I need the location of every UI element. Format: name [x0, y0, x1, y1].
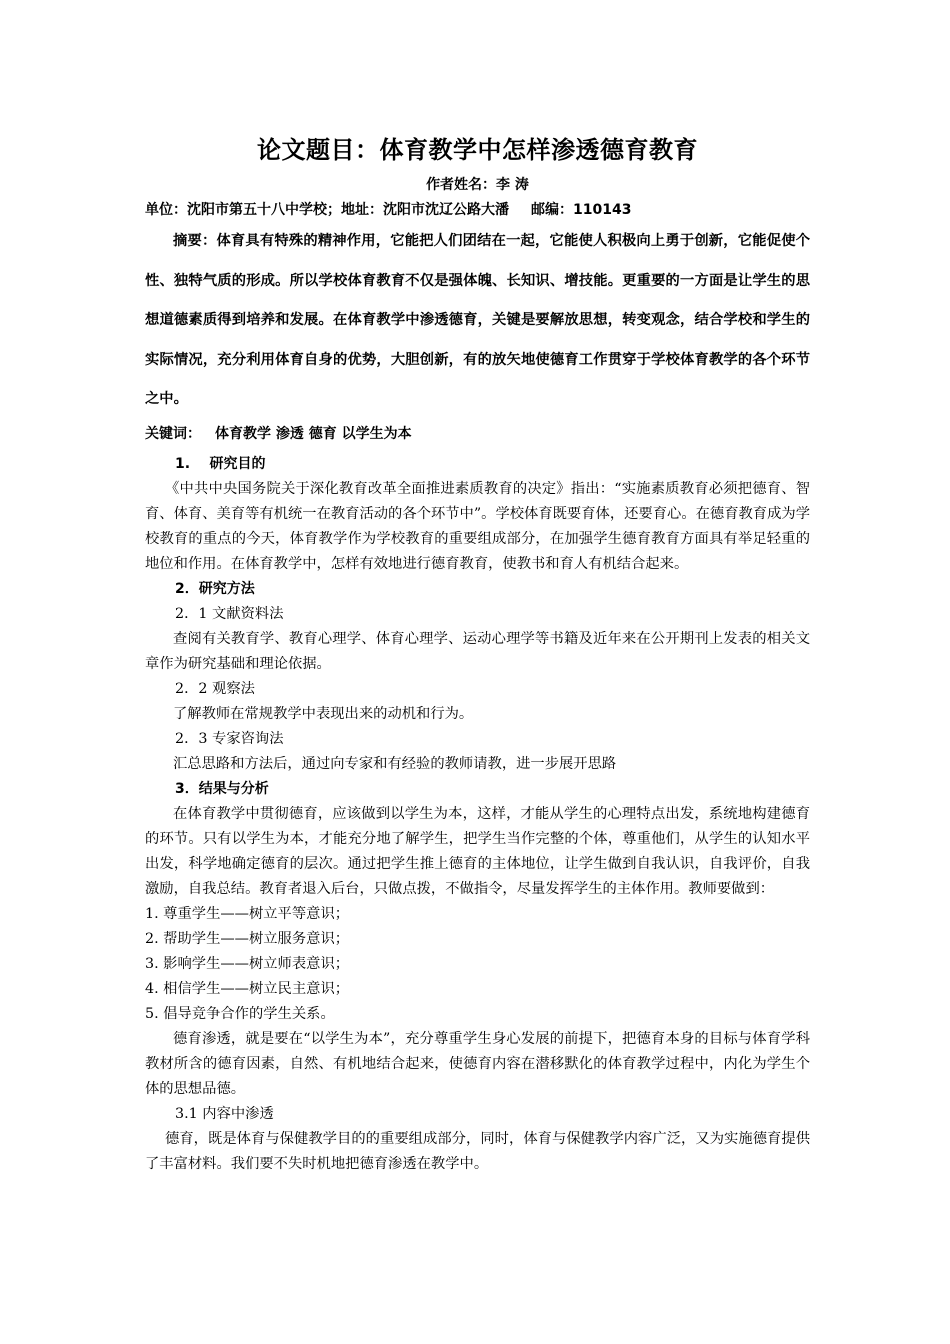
section-3-1-heading: 3.1 内容中渗透 [175, 1105, 274, 1122]
section-2-heading: 2．研究方法 [175, 580, 255, 597]
section-3-1-paragraph: 德育，既是体育与保健教学目的的重要组成部分，同时，体育与保健教学内容广泛，又为实施德育提供了丰富材料。我们要不失时机地把德育渗透在教学中。 [145, 1130, 810, 1172]
section-3-paragraph-2: 德育渗透，就是要在“以学生为本”，充分尊重学生身心发展的前提下，把德育本身的目标与体育学科教材所含的德育因素，自然、有机地结合起来，使德育内容在潜移默化的体育教学过程中，内化为学生个体的思想品德。 [145, 1030, 810, 1097]
section-2-3-paragraph: 汇总思路和方法后，通过向专家和有经验的教师请教，进一步展开思路 [173, 755, 617, 772]
author-line: 作者姓名：李 涛 [426, 177, 529, 193]
keywords-label: 关键词： [145, 425, 201, 442]
postcode-text: 邮编：110143 [531, 202, 632, 218]
list-item: 4. 相信学生——树立民主意识； [145, 980, 350, 997]
affiliation-text: 单位：沈阳市第五十八中学校；地址：沈阳市沈辽公路大潘 [145, 202, 509, 218]
list-item: 1. 尊重学生——树立平等意识； [145, 905, 350, 922]
keywords-line [145, 420, 810, 448]
affiliation-line [145, 198, 810, 222]
section-1-heading: 1. 研究目的 [175, 455, 266, 472]
list-item: 5. 倡导竞争合作的学生关系。 [145, 1005, 335, 1022]
section-2-1-heading: 2．1 文献资料法 [175, 605, 284, 622]
section-2-1-paragraph: 查阅有关教育学、教育心理学、体育心理学、运动心理学等书籍及近年来在公开期刊上发表的相关文章作为研究基础和理论依据。 [145, 630, 810, 672]
keywords-value: 体育教学 渗透 德育 以学生为本 [215, 425, 412, 442]
section-3-heading: 3．结果与分析 [175, 780, 269, 797]
section-2-2-heading: 2．2 观察法 [175, 680, 255, 697]
list-item: 2. 帮助学生——树立服务意识； [145, 930, 350, 947]
section-3-paragraph-1: 在体育教学中贯彻德育，应该做到以学生为本，这样，才能从学生的心理特点出发，系统地构建德育的环节。只有以学生为本，才能充分地了解学生，把学生当作完整的个体，尊重他们，从学生的认知水平出发，科学地确定德育的层次。通过把学生推上德育的主体地位，让学生做到自我认识，自我评价，自我激励，自我总结。教育者退入后台，只做点拨，不做指令，尽量发挥学生的主体作用。教师要做到： [145, 805, 810, 897]
paper-title: 论文题目：体育教学中怎样渗透德育教育 [257, 136, 698, 164]
section-1-paragraph: 《中共中央国务院关于深化教育改革全面推进素质教育的决定》指出：“实施素质教育必须把德育、智育、体育、美育等有机统一在教育活动的各个环节中”。学校体育既要育体，还要育心。在德育教育成为学校教育的重点的今天，体育教学作为学校教育的重要组成部分，在加强学生德育教育方面具有举足轻重的地位和作用。在体育教学中，怎样有效地进行德育教育，使教书和育人有机结合起来。 [145, 480, 810, 572]
section-2-2-paragraph: 了解教师在常规教学中表现出来的动机和行为。 [173, 705, 474, 722]
section-2-3-heading: 2．3 专家咨询法 [175, 730, 284, 747]
document-page [145, 128, 810, 1177]
abstract-paragraph: 摘要：体育具有特殊的精神作用，它能把人们团结在一起，它能使人积极向上勇于创新，它能促使个性、独特气质的形成。所以学校体育教育不仅是强体魄、长知识、增技能。更重要的一方面是让学生的思想道德素质得到培养和发展。在体育教学中渗透德育，关键是要解放思想，转变观念，结合学校和学生的实际情况，充分利用体育自身的优势，大胆创新，有的放矢地使德育工作贯穿于学校体育教学的各个环节之中。 [145, 233, 810, 407]
list-item: 3. 影响学生——树立师表意识； [145, 955, 350, 972]
